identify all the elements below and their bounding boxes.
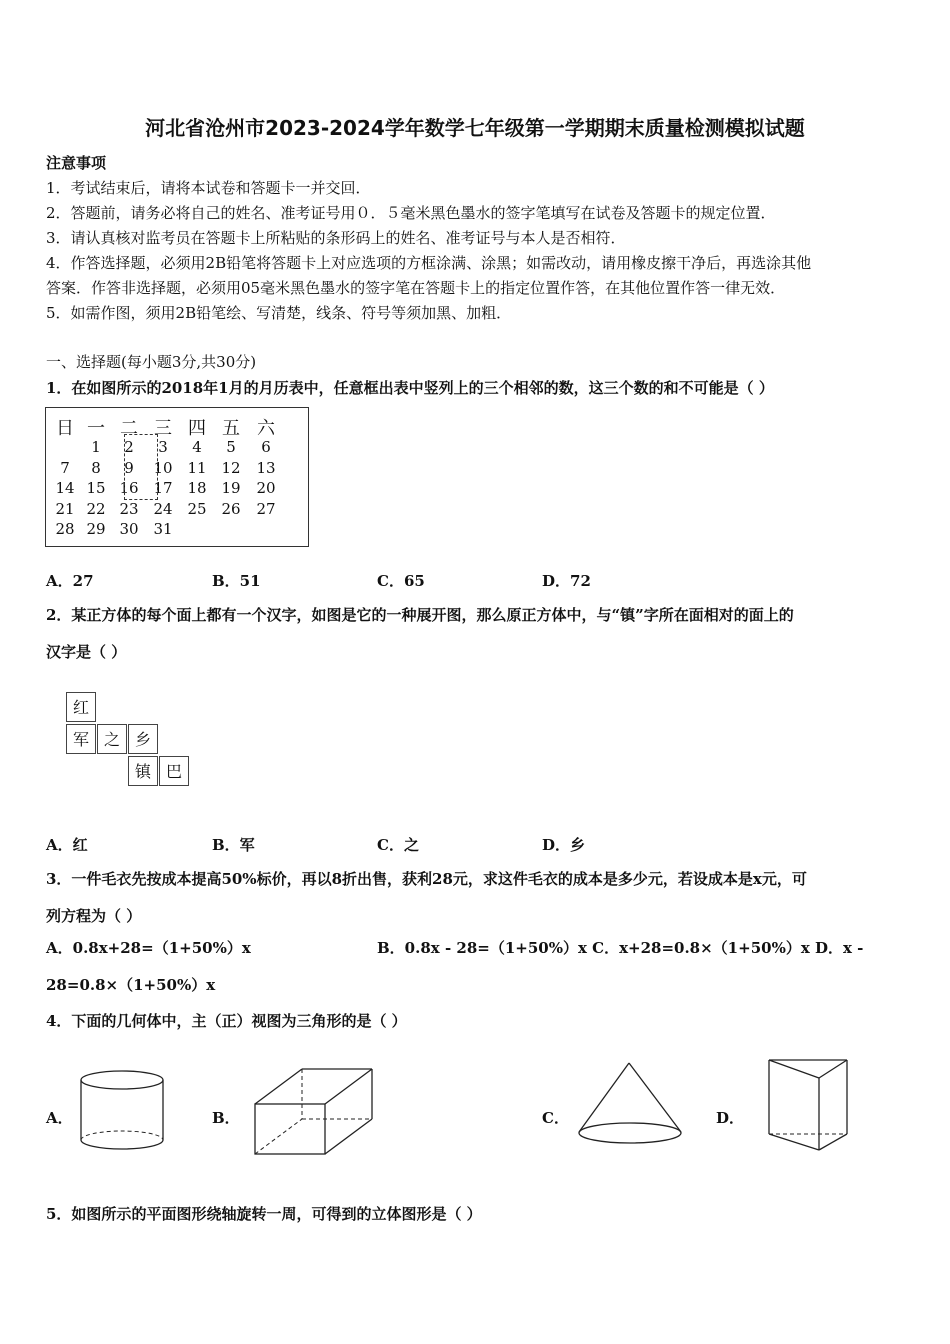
calendar-date-cell: 17 (153, 479, 173, 497)
calendar-date-cell: 22 (86, 499, 106, 518)
calendar-date-cell: 26 (221, 499, 241, 518)
calendar-date-cell: 13 (256, 458, 276, 477)
question-2-text-cont: 汉字是（ ） (46, 643, 127, 661)
calendar-date-cell: 31 (153, 520, 173, 538)
notice-item: 4．作答选择题，必须用2B铅笔将答题卡上对应选项的方框涂满、涂黑；如需改动，请用橡皮擦干净后，再选涂其他 (46, 254, 812, 272)
cuboid-figure (254, 1068, 374, 1158)
question-4-text: 4．下面的几何体中，主（正）视图为三角形的是（ ） (46, 1012, 407, 1030)
notice-item: 答案．作答非选择题，必须用05毫米黑色墨水的签字笔在答题卡上的指定位置作答，在其他位置作答一律无效． (46, 279, 786, 297)
q3-option-d-cont[interactable]: 28=0.8×（1+50%）x (46, 976, 216, 994)
calendar-weekday-header: 五 (222, 418, 240, 439)
calendar-date-cell: 11 (187, 458, 207, 477)
calendar-date-cell: 3 (158, 438, 168, 456)
calendar-weekday-header: 日 (56, 418, 74, 439)
q4-label-c[interactable]: C． (542, 1109, 569, 1127)
calendar-date-cell: 18 (187, 479, 207, 497)
calendar-date-cell: 15 (86, 479, 106, 497)
calendar-date-cell: 29 (86, 520, 106, 538)
calendar-date-cell: 1 (91, 438, 101, 456)
calendar-date-cell: 25 (187, 499, 207, 518)
q2-option-a[interactable]: A．红 (46, 836, 88, 854)
calendar-date-cell: 21 (55, 499, 75, 518)
page-title: 河北省沧州市2023-2024学年数学七年级第一学期期末质量检测模拟试题 (145, 116, 805, 140)
calendar-date-cell: 19 (221, 479, 241, 497)
section-heading: 一、选择题(每小题3分,共30分) (46, 353, 257, 371)
calendar-weekday-header: 六 (257, 418, 275, 439)
net-face: 之 (97, 724, 127, 754)
q4-label-d[interactable]: D． (716, 1109, 745, 1127)
question-3-text: 3．一件毛衣先按成本提高50%标价，再以8折出售，获利28元，求这件毛衣的成本是多少元，若设成本是x元，可 (46, 870, 807, 888)
calendar-date-cell: 30 (119, 520, 139, 538)
calendar-date-cell: 7 (60, 458, 70, 477)
q4-label-b[interactable]: B． (212, 1109, 240, 1127)
calendar-date-cell: 4 (192, 438, 202, 456)
calendar-table (45, 407, 309, 547)
calendar-date-cell: 23 (119, 499, 139, 518)
cone-figure (578, 1062, 684, 1148)
calendar-date-cell: 20 (256, 479, 276, 497)
q2-option-b[interactable]: B．军 (212, 836, 255, 854)
net-face: 巴 (159, 756, 189, 786)
calendar-date-cell: 28 (55, 520, 75, 538)
notice-heading: 注意事项 (46, 154, 107, 172)
calendar-date-cell: 14 (55, 479, 75, 497)
q4-label-a[interactable]: A． (46, 1109, 73, 1127)
q3-option-bcd[interactable]: B．0.8x - 28=（1+50%）x C．x+28=0.8×（1+50%）x D．x - (377, 939, 864, 957)
net-face: 镇 (128, 756, 158, 786)
dashed-selection-box (124, 434, 158, 500)
cylinder-figure (80, 1070, 166, 1160)
question-2-text: 2．某正方体的每个面上都有一个汉字，如图是它的一种展开图，那么原正方体中，与“镇”字所在面相对的面上的 (46, 606, 794, 624)
q3-option-a[interactable]: A．0.8x+28=（1+50%）x (46, 939, 251, 957)
calendar-date-cell: 24 (153, 499, 173, 518)
net-face: 军 (66, 724, 96, 754)
calendar-date-cell: 6 (261, 438, 271, 456)
question-5-text: 5．如图所示的平面图形绕轴旋转一周，可得到的立体图形是（ ） (46, 1205, 482, 1223)
calendar-weekday-header: 三 (154, 418, 172, 439)
calendar-date-cell: 16 (119, 479, 139, 497)
calendar-weekday-header: 四 (188, 418, 206, 439)
q1-option-d[interactable]: D．72 (542, 572, 591, 590)
q1-option-c[interactable]: C．65 (377, 572, 425, 590)
calendar-date-cell: 10 (153, 458, 173, 477)
calendar-weekday-header: 二 (120, 418, 138, 439)
calendar-date-cell: 27 (256, 499, 276, 518)
calendar-date-cell: 12 (221, 458, 241, 477)
q2-option-c[interactable]: C．之 (377, 836, 419, 854)
notice-item: 2．答题前，请务必将自己的姓名、准考证号用０．５毫米黑色墨水的签字笔填写在试卷及答题卡的规定位置． (46, 204, 776, 222)
triangular-prism-figure (767, 1058, 851, 1154)
question-1-text: 1．在如图所示的2018年1月的月历表中，任意框出表中竖列上的三个相邻的数，这三个数的和不可能是（ ） (46, 379, 774, 397)
q1-option-b[interactable]: B．51 (212, 572, 261, 590)
question-3-text-cont: 列方程为（ ） (46, 907, 142, 925)
calendar-date-cell: 8 (91, 458, 101, 477)
calendar-date-cell: 9 (124, 458, 134, 477)
notice-item: 5．如需作图，须用2B铅笔绘、写清楚，线条、符号等须加黑、加粗． (46, 304, 512, 322)
net-face: 乡 (128, 724, 158, 754)
calendar-weekday-header: 一 (87, 418, 105, 439)
calendar-date-cell: 2 (124, 438, 134, 456)
notice-item: 1．考试结束后，请将本试卷和答题卡一并交回． (46, 179, 371, 197)
net-face: 红 (66, 692, 96, 722)
q2-option-d[interactable]: D．乡 (542, 836, 586, 854)
calendar-date-cell: 5 (226, 438, 236, 456)
notice-item: 3．请认真核对监考员在答题卡上所粘贴的条形码上的姓名、准考证号与本人是否相符． (46, 229, 626, 247)
q1-option-a[interactable]: A．27 (46, 572, 94, 590)
